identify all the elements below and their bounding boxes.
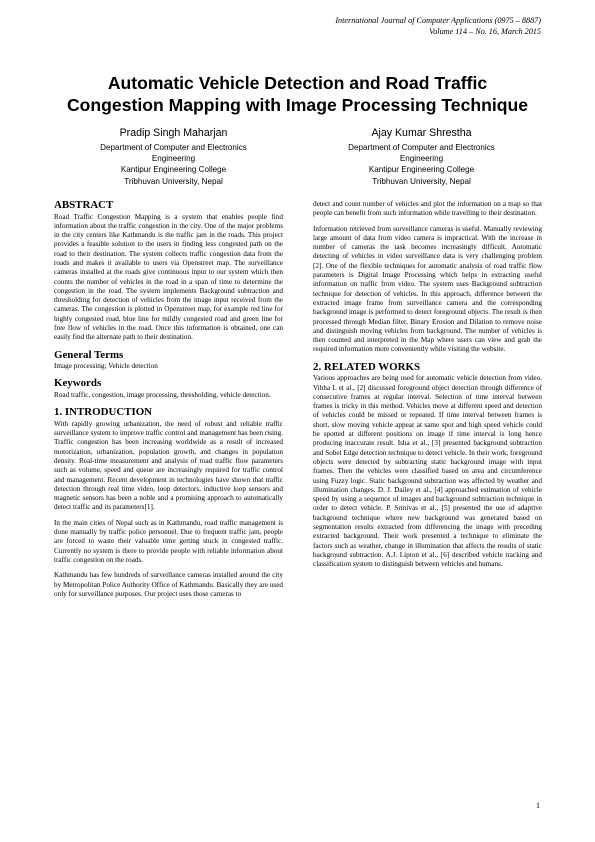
author-college: Kantipur Engineering College [368, 165, 475, 175]
author-university: Tribhuvan University, Nepal [372, 176, 471, 186]
general-terms-text: Image processing; Vehicle detection [54, 362, 158, 371]
introduction-paragraph: Kathmandu has few hundreds of surveillance cameras installed around the city by Metropolitan Police Authority Office of Kathmandu. Basically they are used only for surveillance purposes. Our project uses those cameras to [54, 571, 283, 598]
author-block [56, 127, 539, 187]
paper-title [40, 72, 555, 116]
author-department-cont: Engineering [399, 154, 444, 164]
general-terms-heading: General Terms [54, 348, 124, 361]
introduction-paragraph: detect and count number of vehicles and plot the information on a map so that people can benefit from such information while travelling to their destination. [313, 200, 542, 218]
title-line-1: Automatic Vehicle Detection and Road Traffic [107, 73, 488, 93]
keywords-text: Road traffic, congestion, image processing, thresholding, vehicle detection. [54, 390, 271, 399]
author-university: Tribhuvan University, Nepal [124, 176, 223, 186]
introduction-paragraph: With rapidly growing urbanization, the need of robust and reliable traffic surveillance system to improve traffic control and management has been rising. Traffic congestion has been increasing worldwide as a result of increased motorization, urbanization, population growth, and changes in population density. Real-time measurement and analysis of road traffic flow parameters such as volume, speed and queue are increasingly required for traffic control and management. Recent development in technologies have shown that traffic detection through real time video, loop detectors, inductive loop sensors and magnetic sensors has been a noble and a promising approach to automatically detect traffic and its parameters[1]. [54, 419, 283, 512]
introduction-heading: 1. INTRODUCTION [54, 406, 153, 419]
author-1 [56, 127, 291, 187]
journal-name: International Journal of Computer Applications (0975 – 8887) [335, 16, 541, 25]
left-column [54, 199, 283, 605]
author-department-cont: Engineering [151, 154, 196, 164]
author-2 [304, 127, 539, 187]
journal-volume: Volume 114 – No. 16, March 2015 [429, 27, 541, 36]
author-college: Kantipur Engineering College [120, 165, 227, 175]
author-name: Ajay Kumar Shrestha [371, 127, 472, 139]
title-line-2: Congestion Mapping with Image Processing Technique [66, 95, 529, 115]
journal-header [335, 15, 541, 37]
introduction-paragraph: Information retrieved from surveillance cameras is useful. Manually reviewing large amount of data from video camera is impractical. With the increase in number of cameras the task becomes increasingly difficult. Automatic detecting of vehicles in video surveillance data is very challenging problem [2]. One of the flexible techniques for automatic analysis of road traffic flow parameters is Digital Image Processing which helps in extracting useful information on traffic from video. The system uses Background subtraction technique for detection of vehicles. In this approach, difference between the extracted image frame from surveillance camera and the corresponding background image is performed to detect foreground objects. The result is then processed through Median filter, Binary Erosion and Dilation to remove noise and distinguish moving vehicles from background. The number of vehicles is then counted and interpreted in the Map where users can view and grab the required information more conveniently while visiting the website. [313, 224, 542, 354]
related-works-heading: 2. RELATED WORKS [313, 360, 421, 373]
author-department: Department of Computer and Electronics [100, 143, 247, 152]
author-name: Pradip Singh Maharjan [119, 127, 228, 139]
page-number: 1 [536, 801, 540, 810]
abstract-heading: ABSTRACT [54, 199, 114, 211]
introduction-paragraph: In the main cities of Nepal such as in Kathmandu, road traffic management is done manually by traffic police personnel. Due to frequent traffic jam, people are forced to waste their valuable time getting stuck in congested traffic. Currently no system is there to provide people with reliable information about traffic congestion on the roads. [54, 518, 283, 564]
keywords-heading: Keywords [54, 377, 102, 390]
abstract-text: Road Traffic Congestion Mapping is a system that enables people find information about the traffic congestion in the city. One of the major problems in the city centers like Kathmandu is the traffic jam in the roads. This project provides a feasible solution to the users in finding less congested path on the road to their destination. The system collects traffic congestion data from the roads and makes it available to users via Openstreet map. The surveillance cameras installed at the roads give continuous input to our system which then counts the number of vehicles in the road in a span of time to determine the congestion in the road. The system implements Background subtraction and thresholding for detection of vehicles from the image input received from the cameras. The congestion is plotted in Openstreet map, for example red line for highly congested road, blue line for mildly congested road and green line for free flow of vehicles in the road. Once this information is obtained, one can easily find the alternate path to their destination. [54, 212, 283, 342]
author-department: Department of Computer and Electronics [348, 143, 495, 152]
right-column [313, 200, 542, 575]
related-works-text: Various approaches are being used for automatic vehicle detection from video. Vibha L et al., [2] discussed foreground object detection through difference of consecutive frames at regular interval. Selection of time interval between frames is tricky in this method. Vehicles move at different speed and detection of vehicles could be missed or repeated. If time interval between frames is short, slow moving vehicle appear at same spot and high speed vehicle could be spotted at different positions on image if time interval is long hence producing inaccurate result. Isha et al., [3] presented background subtraction and Sobel Edge detection technique to detect vehicle. In their work, foreground objects were detected by subtracting static background image with input frames. Then the vehicles were classified based on area and circumference using Fuzzy logic. Static background subtraction was affected by weather and illumination changes. D. J. Dailey et al., [4] approached estimation of vehicle speed by using a sequence of images and background subtraction technique in order to detect vehicle. P. Srinivas et al., [5] presented the use of adaptive background technique where new background was generated based on segmentation results extracted from differencing the image with preceding extracted background. Their work presented a technique to eliminate the factors such as weather, change in illumination that affects the results of static background subtraction. A.J. Lipton et al., [6] described vehicle tracking and classification system to distinguish between vehicles and humans. [313, 374, 542, 569]
